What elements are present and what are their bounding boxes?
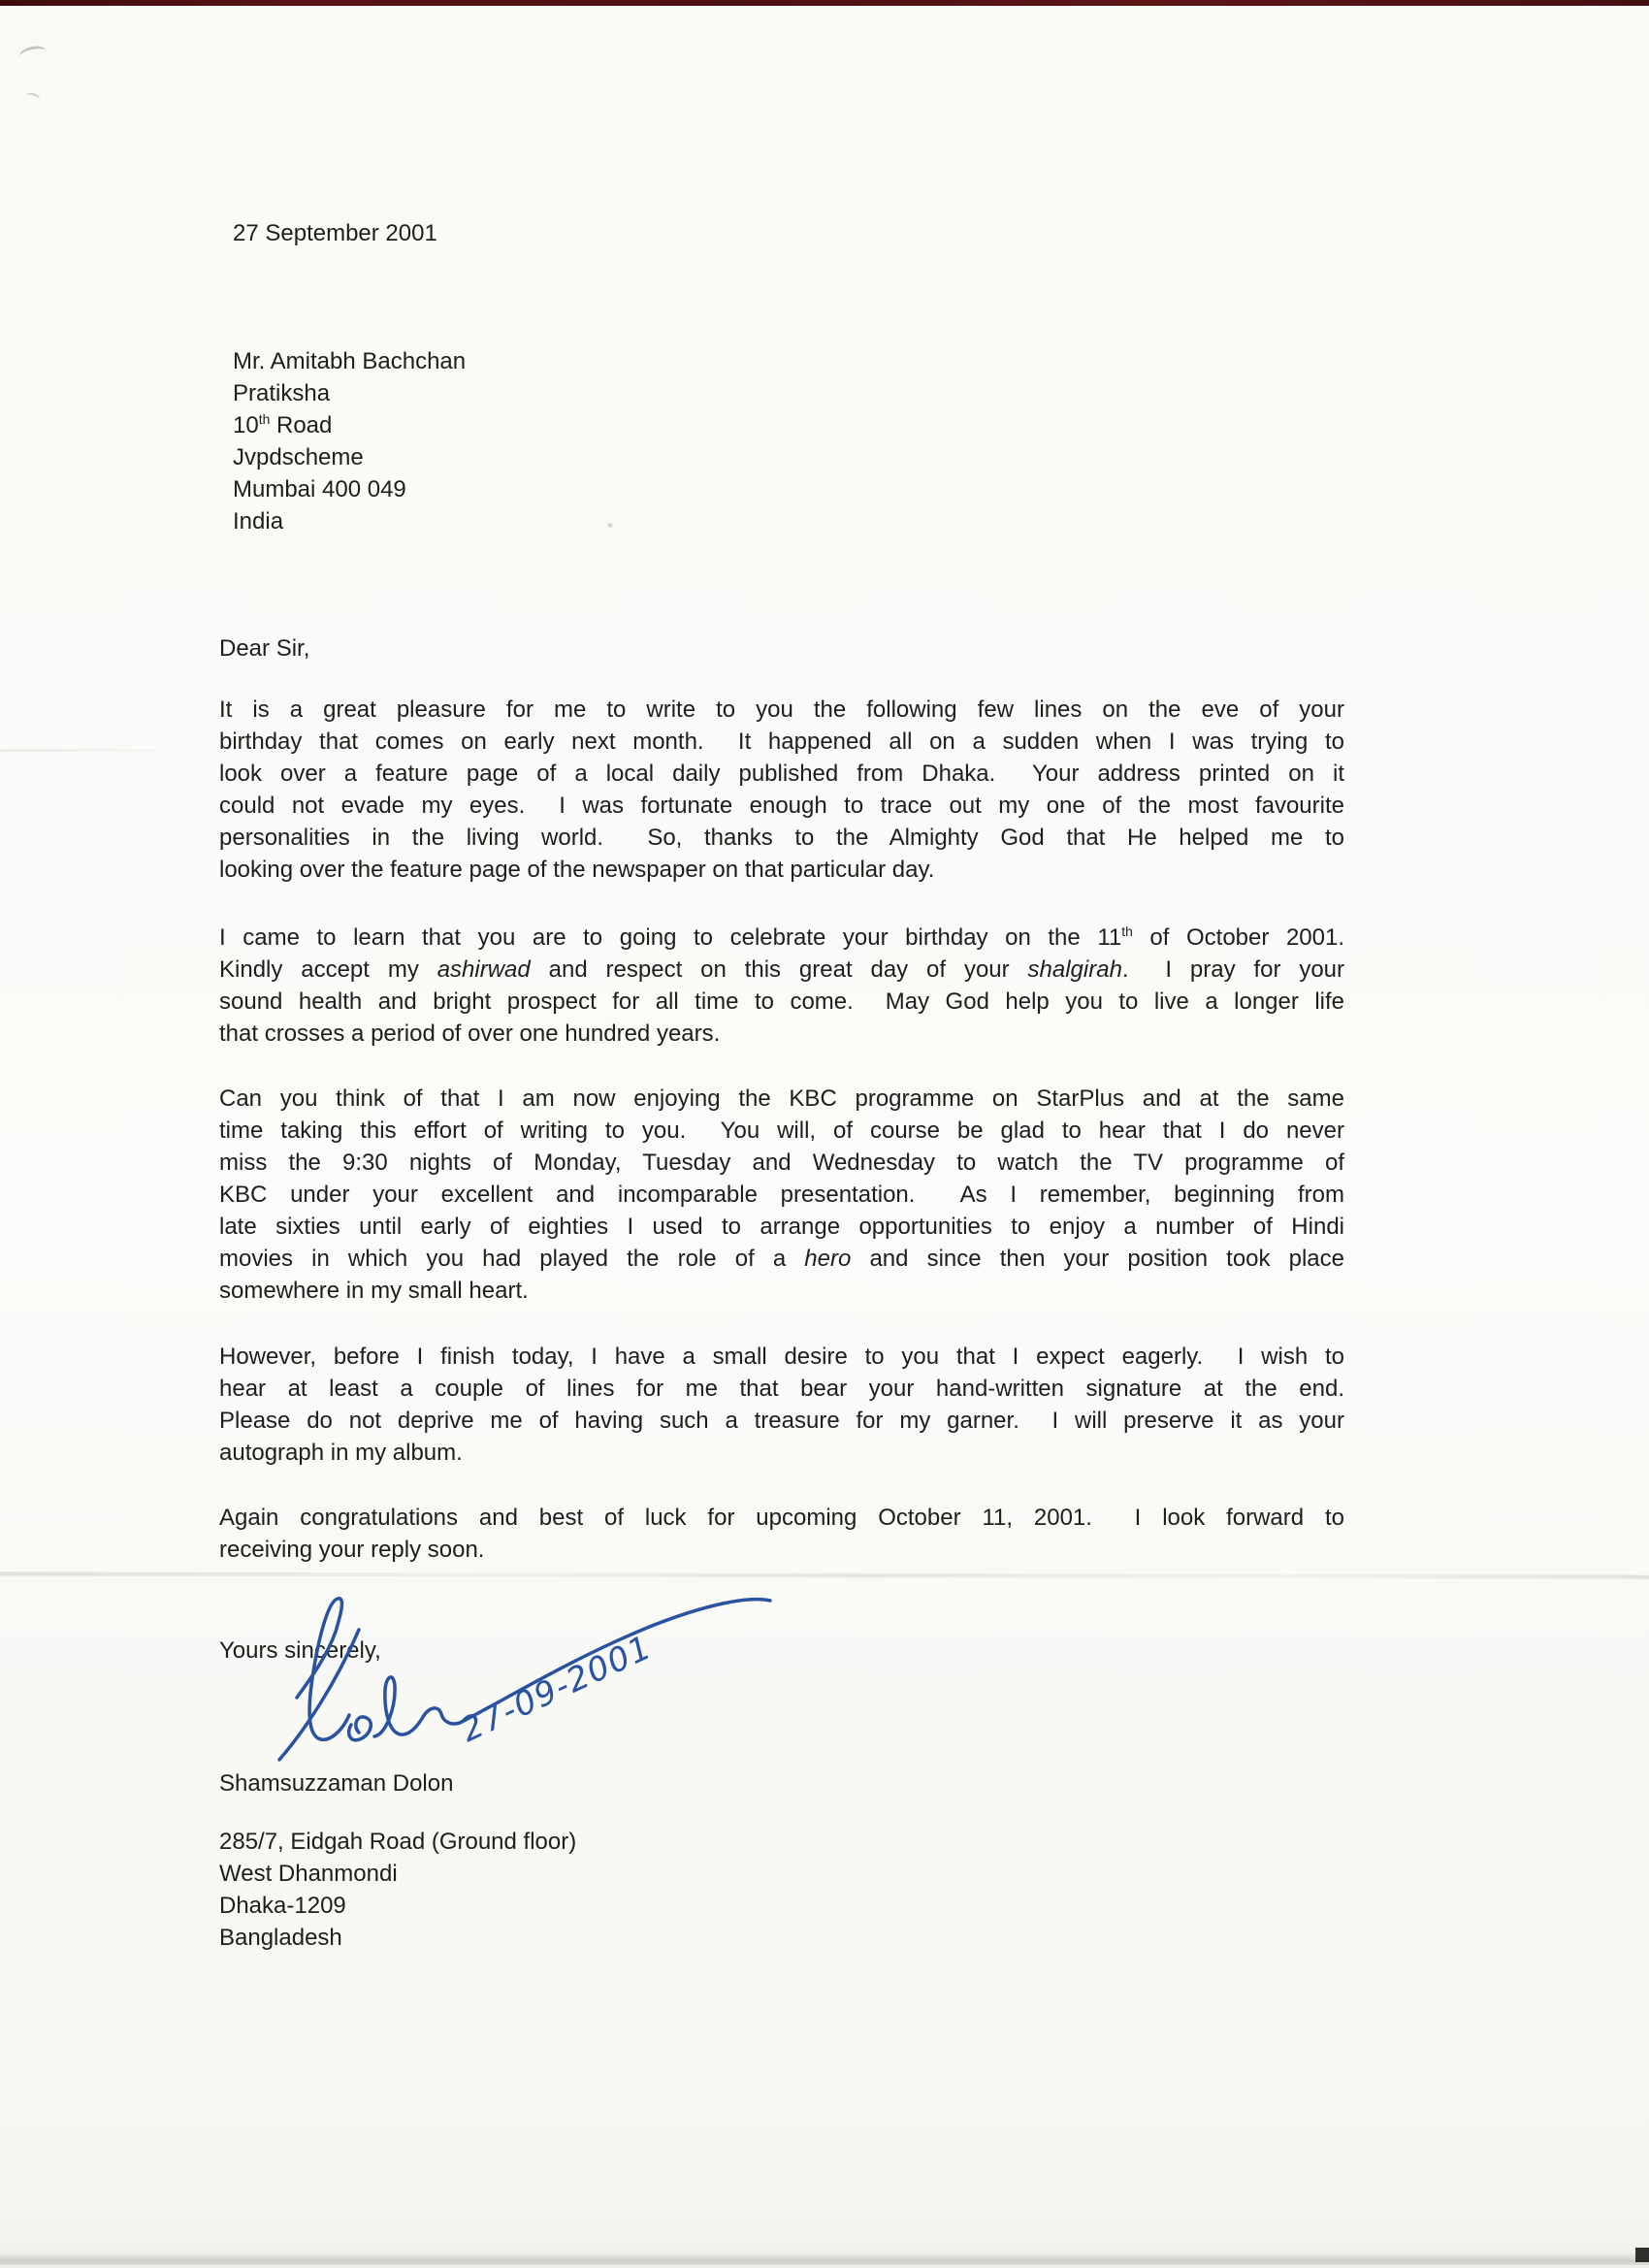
text-line: KBC under your excellent and incomparable presentation. As I remember, beginning from: [219, 1182, 1344, 1208]
text-line: time taking this effort of writing to you. You will, of course be glad to hear that I do never: [219, 1118, 1344, 1144]
paragraph-5: [219, 1502, 1344, 1566]
text-line: that crosses a period of over one hundred years.: [219, 1021, 721, 1047]
text-line: Again congratulations and best of luck for upcoming October 11, 2001. I look forward to: [219, 1505, 1344, 1531]
text-line: Kindly accept my ashirwad and respect on this great day of your shalgirah. I pray for your: [219, 956, 1345, 983]
text-line: 10th Road: [233, 411, 333, 438]
text-line: Mr. Amitabh Bachchan: [233, 348, 467, 374]
text-line: I came to learn that you are to going to celebrate your birthday on the 11th of October 2001.: [219, 923, 1344, 951]
signature-date-handwritten: 27-09-2001: [454, 1628, 659, 1751]
text-line: Mumbai 400 049: [233, 476, 406, 502]
fold-crease: [0, 1571, 1649, 1579]
text-line: miss the 9:30 nights of Monday, Tuesday and Wednesday to watch the TV programme of: [219, 1150, 1344, 1176]
paragraph-1: [219, 694, 1344, 886]
text-line: movies in which you had played the role of a hero and since then your position took place: [219, 1246, 1344, 1272]
text-line: somewhere in my small heart.: [219, 1278, 529, 1304]
text-line: could not evade my eyes. I was fortunate enough to trace out my one of the most favourite: [219, 793, 1344, 819]
scan-artifact-squiggle: [18, 44, 48, 63]
paragraph-3: [219, 1083, 1344, 1307]
text-line: However, before I finish today, I have a small desire to you that I expect eagerly. I wish to: [219, 1344, 1344, 1370]
scan-bottom-edge: [0, 2252, 1649, 2265]
sender-name: Shamsuzzaman Dolon: [219, 1770, 454, 1797]
scan-corner-mark: [1635, 2248, 1649, 2262]
closing: Yours sincerely,: [219, 1637, 381, 1664]
text-line: Please do not deprive me of having such a treasure for my garner. I will preserve it as your: [219, 1408, 1344, 1434]
text-line: look over a feature page of a local daily published from Dhaka. Your address printed on it: [219, 761, 1344, 787]
text-line: autograph in my album.: [219, 1440, 463, 1466]
paragraph-4: [219, 1341, 1344, 1469]
sender-address: [219, 1826, 576, 1954]
text-line: birthday that comes on early next month. It happened all on a sudden when I was trying to: [219, 729, 1344, 755]
text-line: Bangladesh: [219, 1925, 342, 1951]
scan-top-edge: [0, 0, 1649, 6]
text-line: late sixties until early of eighties I used to arrange opportunities to enjoy a number of Hindi: [219, 1214, 1344, 1240]
salutation: Dear Sir,: [219, 635, 310, 662]
letter-date: 27 September 2001: [233, 220, 437, 246]
recipient-address: [233, 345, 466, 537]
text-line: Jvpdscheme: [233, 444, 364, 470]
text-line: looking over the feature page of the newspaper on that particular day.: [219, 857, 935, 883]
scan-artifact-squiggle: [24, 91, 41, 104]
text-line: personalities in the living world. So, thanks to the Almighty God that He helped me to: [219, 825, 1344, 851]
fold-crease: [0, 749, 194, 752]
text-line: It is a great pleasure for me to write to you the following few lines on the eve of your: [219, 697, 1344, 723]
scan-artifact-spot: [607, 522, 613, 529]
text-line: hear at least a couple of lines for me that bear your hand-written signature at the end.: [219, 1376, 1344, 1402]
text-line: Dhaka-1209: [219, 1893, 346, 1919]
text-line: Can you think of that I am now enjoying the KBC programme on StarPlus and at the same: [219, 1085, 1344, 1112]
text-line: sound health and bright prospect for all time to come. May God help you to live a longer life: [219, 988, 1344, 1015]
text-line: 285/7, Eidgah Road (Ground floor): [219, 1829, 577, 1855]
signature: [262, 1581, 805, 1785]
text-line: Pratiksha: [233, 380, 331, 406]
text-line: West Dhanmondi: [219, 1861, 398, 1887]
text-line: India: [233, 508, 284, 535]
text-line: receiving your reply soon.: [219, 1537, 485, 1563]
paragraph-2: [219, 922, 1344, 1050]
